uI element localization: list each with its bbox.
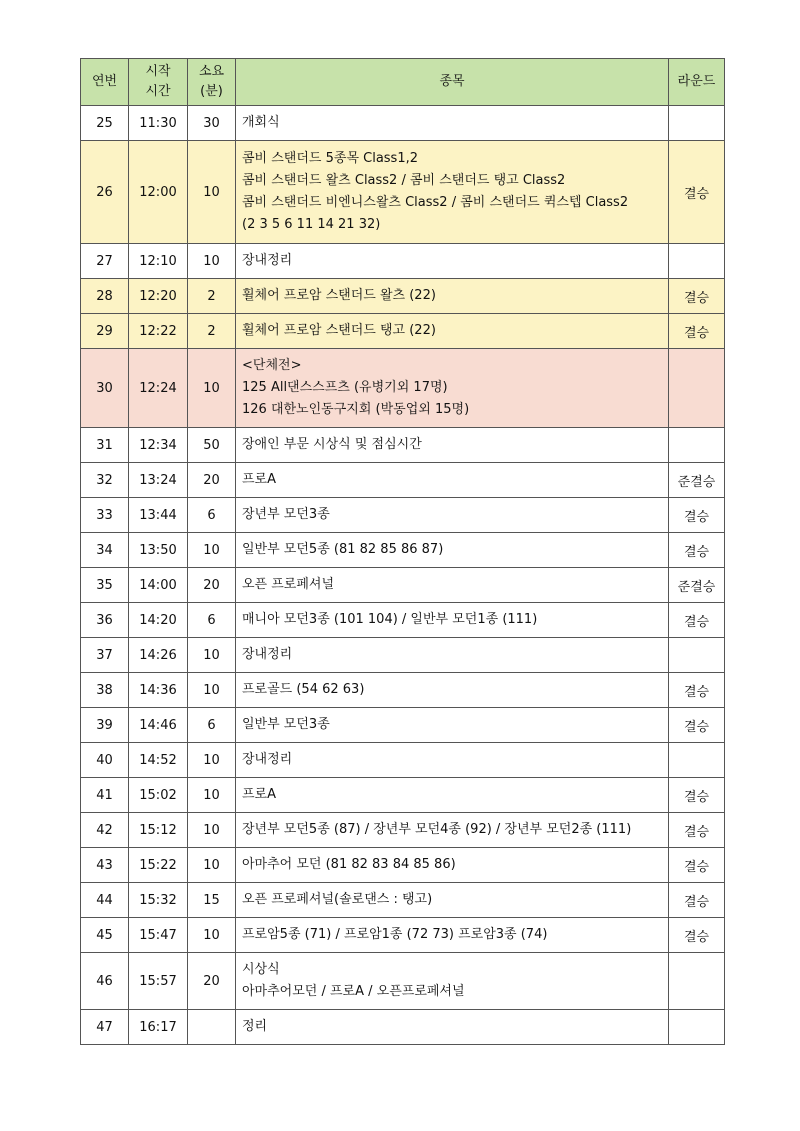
event-cell — [236, 349, 669, 428]
duration: 20 — [188, 953, 236, 1010]
start-time: 14:36 — [129, 673, 188, 708]
event-cell — [236, 314, 669, 349]
event-cell — [236, 813, 669, 848]
event-line: 장내정리 — [242, 752, 293, 767]
table-row — [81, 743, 725, 778]
row-number: 27 — [81, 244, 129, 279]
table-row — [81, 953, 725, 1010]
round: 결승 — [669, 673, 725, 708]
event-cell — [236, 279, 669, 314]
event-line: 콤비 스탠더드 비엔니스왈츠 Class2 / 콤비 스탠더드 퀵스텝 Class2 — [242, 195, 629, 210]
round: 결승 — [669, 918, 725, 953]
round: 결승 — [669, 708, 725, 743]
table-row — [81, 349, 725, 428]
event-cell — [236, 603, 669, 638]
table-row — [81, 314, 725, 349]
table-row — [81, 603, 725, 638]
round: 결승 — [669, 533, 725, 568]
event-cell — [236, 953, 669, 1010]
round — [669, 1010, 725, 1045]
round: 결승 — [669, 883, 725, 918]
table-row — [81, 673, 725, 708]
table-row — [81, 778, 725, 813]
event-cell — [236, 918, 669, 953]
round — [669, 743, 725, 778]
round: 결승 — [669, 141, 725, 244]
start-time: 13:50 — [129, 533, 188, 568]
event-line: 프로암5종 (71) / 프로암1종 (72 73) 프로암3종 (74) — [242, 927, 548, 942]
round — [669, 638, 725, 673]
duration: 10 — [188, 778, 236, 813]
start-time: 15:02 — [129, 778, 188, 813]
round: 결승 — [669, 603, 725, 638]
row-number: 46 — [81, 953, 129, 1010]
row-number: 31 — [81, 428, 129, 463]
event-cell — [236, 106, 669, 141]
event-line: 장년부 모던3종 — [242, 507, 330, 522]
event-cell — [236, 743, 669, 778]
event-cell — [236, 463, 669, 498]
event-line: 126 대한노인동구지회 (박동업외 15명) — [242, 402, 470, 417]
start-time: 14:52 — [129, 743, 188, 778]
duration: 10 — [188, 244, 236, 279]
round: 결승 — [669, 279, 725, 314]
start-time: 12:20 — [129, 279, 188, 314]
table-row — [81, 463, 725, 498]
row-number: 39 — [81, 708, 129, 743]
start-time: 15:12 — [129, 813, 188, 848]
row-number: 42 — [81, 813, 129, 848]
event-cell — [236, 778, 669, 813]
duration: 10 — [188, 848, 236, 883]
event-line: 프로A — [242, 787, 277, 802]
row-number: 40 — [81, 743, 129, 778]
event-cell — [236, 244, 669, 279]
duration: 6 — [188, 498, 236, 533]
duration: 10 — [188, 349, 236, 428]
start-time: 12:10 — [129, 244, 188, 279]
start-time: 14:46 — [129, 708, 188, 743]
event-cell — [236, 883, 669, 918]
event-cell — [236, 848, 669, 883]
start-time: 12:22 — [129, 314, 188, 349]
event-line: 일반부 모던5종 (81 82 85 86 87) — [242, 542, 444, 557]
round — [669, 106, 725, 141]
table-row — [81, 428, 725, 463]
duration: 10 — [188, 743, 236, 778]
start-time: 15:47 — [129, 918, 188, 953]
event-cell — [236, 498, 669, 533]
event-cell — [236, 673, 669, 708]
round: 결승 — [669, 813, 725, 848]
start-time: 16:17 — [129, 1010, 188, 1045]
start-time: 15:32 — [129, 883, 188, 918]
duration: 30 — [188, 106, 236, 141]
row-number: 33 — [81, 498, 129, 533]
start-time: 12:00 — [129, 141, 188, 244]
duration: 10 — [188, 673, 236, 708]
duration — [188, 1010, 236, 1045]
event-line: 아마추어모던 / 프로A / 오픈프로페셔널 — [242, 984, 465, 999]
round — [669, 428, 725, 463]
event-line: 장내정리 — [242, 647, 293, 662]
row-number: 45 — [81, 918, 129, 953]
row-number: 47 — [81, 1010, 129, 1045]
event-line: 휠체어 프로암 스탠더드 왈츠 (22) — [242, 288, 436, 303]
duration: 20 — [188, 568, 236, 603]
table-row — [81, 141, 725, 244]
table-row — [81, 1010, 725, 1045]
row-number: 43 — [81, 848, 129, 883]
event-line: 장애인 부문 시상식 및 점심시간 — [242, 437, 422, 452]
event-line: (2 3 5 6 11 14 21 32) — [242, 217, 381, 232]
event-line: 시상식 — [242, 962, 280, 977]
event-line: 오픈 프로페셔널(솔로댄스 : 탱고) — [242, 892, 433, 907]
start-time: 11:30 — [129, 106, 188, 141]
round: 결승 — [669, 314, 725, 349]
event-cell — [236, 141, 669, 244]
event-cell — [236, 568, 669, 603]
row-number: 28 — [81, 279, 129, 314]
duration: 2 — [188, 279, 236, 314]
round: 준결승 — [669, 568, 725, 603]
duration: 2 — [188, 314, 236, 349]
header-event: 종목 — [236, 59, 669, 106]
round — [669, 349, 725, 428]
header-duration: 소요 (분) — [188, 59, 236, 106]
row-number: 26 — [81, 141, 129, 244]
duration: 10 — [188, 813, 236, 848]
table-row — [81, 813, 725, 848]
duration: 50 — [188, 428, 236, 463]
table-row — [81, 106, 725, 141]
row-number: 34 — [81, 533, 129, 568]
row-number: 44 — [81, 883, 129, 918]
round — [669, 244, 725, 279]
event-line: 콤비 스탠더드 왈츠 Class2 / 콤비 스탠더드 탱고 Class2 — [242, 173, 566, 188]
event-cell — [236, 1010, 669, 1045]
row-number: 36 — [81, 603, 129, 638]
start-time: 12:24 — [129, 349, 188, 428]
duration: 6 — [188, 603, 236, 638]
header-round: 라운드 — [669, 59, 725, 106]
table-row — [81, 883, 725, 918]
duration: 10 — [188, 141, 236, 244]
row-number: 30 — [81, 349, 129, 428]
start-time: 15:57 — [129, 953, 188, 1010]
event-line: <단체전> — [242, 358, 302, 373]
event-line: 프로골드 (54 62 63) — [242, 682, 365, 697]
start-time: 14:20 — [129, 603, 188, 638]
event-cell — [236, 708, 669, 743]
row-number: 37 — [81, 638, 129, 673]
event-cell — [236, 533, 669, 568]
round: 결승 — [669, 498, 725, 533]
event-line: 휠체어 프로암 스탠더드 탱고 (22) — [242, 323, 436, 338]
duration: 10 — [188, 533, 236, 568]
start-time: 13:24 — [129, 463, 188, 498]
event-line: 장내정리 — [242, 253, 293, 268]
table-row — [81, 244, 725, 279]
event-cell — [236, 638, 669, 673]
start-time: 13:44 — [129, 498, 188, 533]
table-row — [81, 848, 725, 883]
row-number: 38 — [81, 673, 129, 708]
row-number: 41 — [81, 778, 129, 813]
duration: 15 — [188, 883, 236, 918]
duration: 6 — [188, 708, 236, 743]
start-time: 14:00 — [129, 568, 188, 603]
table-row — [81, 918, 725, 953]
table-row — [81, 498, 725, 533]
duration: 20 — [188, 463, 236, 498]
duration: 10 — [188, 638, 236, 673]
round — [669, 953, 725, 1010]
event-line: 아마추어 모던 (81 82 83 84 85 86) — [242, 857, 456, 872]
event-line: 장년부 모던5종 (87) / 장년부 모던4종 (92) / 장년부 모던2종 (111) — [242, 822, 632, 837]
table-row — [81, 638, 725, 673]
start-time: 12:34 — [129, 428, 188, 463]
event-cell — [236, 428, 669, 463]
schedule-body — [81, 106, 725, 1045]
event-line: 정리 — [242, 1019, 268, 1034]
table-row — [81, 568, 725, 603]
row-number: 32 — [81, 463, 129, 498]
start-time: 15:22 — [129, 848, 188, 883]
schedule-table — [80, 58, 725, 1045]
event-line: 콤비 스탠더드 5종목 Class1,2 — [242, 151, 419, 166]
row-number: 25 — [81, 106, 129, 141]
event-line: 개회식 — [242, 115, 280, 130]
row-number: 35 — [81, 568, 129, 603]
row-number: 29 — [81, 314, 129, 349]
start-time: 14:26 — [129, 638, 188, 673]
event-line: 일반부 모던3종 — [242, 717, 330, 732]
round: 준결승 — [669, 463, 725, 498]
table-row — [81, 708, 725, 743]
header-row — [81, 59, 725, 106]
header-no: 연번 — [81, 59, 129, 106]
header-start-time: 시작 시간 — [129, 59, 188, 106]
event-line: 오픈 프로페셔널 — [242, 577, 335, 592]
table-row — [81, 279, 725, 314]
duration: 10 — [188, 918, 236, 953]
round: 결승 — [669, 848, 725, 883]
round: 결승 — [669, 778, 725, 813]
event-line: 125 All댄스스프츠 (유병기외 17명) — [242, 380, 448, 395]
table-row — [81, 533, 725, 568]
event-line: 프로A — [242, 472, 277, 487]
event-line: 매니아 모던3종 (101 104) / 일반부 모던1종 (111) — [242, 612, 538, 627]
